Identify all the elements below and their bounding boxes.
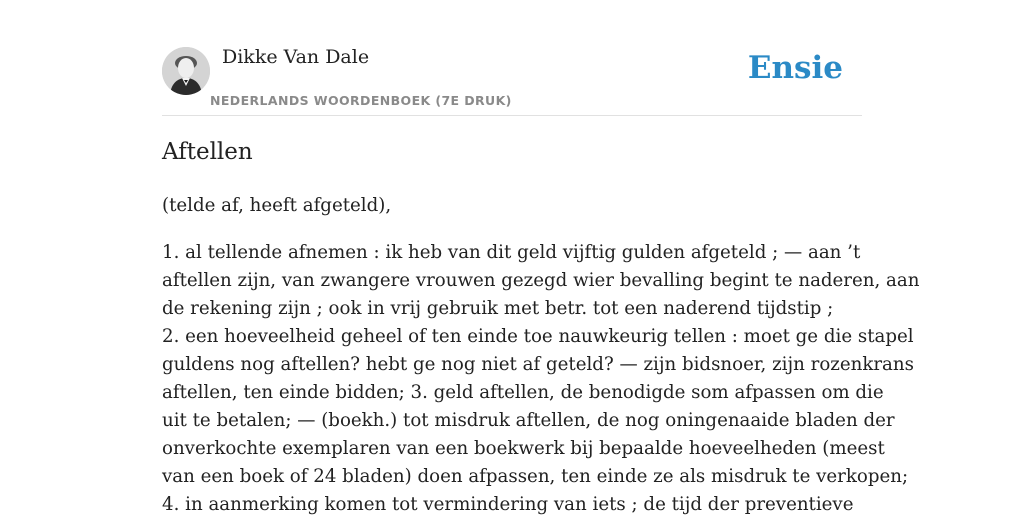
entry-definition — [162, 239, 920, 519]
definition-line: 2. een hoeveelheid geheel of ten einde toe nauwkeurig tellen : moet ge die stapel — [162, 326, 914, 347]
definition-line: 1. al tellende afnemen : ik heb van dit geld vijftig gulden afgeteld ; — aan ’t — [162, 242, 861, 263]
author-name[interactable]: Dikke Van Dale — [222, 46, 370, 68]
source-label[interactable]: NEDERLANDS WOORDENBOEK (7E DRUK) — [210, 93, 512, 108]
definition-line: aftellen, ten einde bidden; 3. geld aftellen, de benodigde som afpassen om die — [162, 382, 884, 403]
ensie-logo[interactable]: Ensie — [747, 50, 843, 86]
entry-body — [162, 192, 920, 519]
definition-line: van een boek of 24 bladen) doen afpassen, ten einde ze als misdruk te verkopen; — [162, 466, 909, 487]
definition-line: 4. in aanmerking komen tot vermindering van iets ; de tijd der preventieve — [162, 494, 854, 515]
avatar[interactable] — [162, 47, 210, 95]
entry-forms: (telde af, heeft afgeteld), — [162, 195, 392, 216]
page — [162, 0, 920, 515]
definition-line: guldens nog aftellen? hebt ge nog niet af geteld? — zijn bidsnoer, zijn rozenkrans — [162, 354, 914, 375]
header — [162, 0, 862, 116]
definition-line: de rekening zijn ; ook in vrij gebruik met betr. tot een naderend tijdstip ; — [162, 298, 834, 319]
entry-title: Aftellen — [162, 139, 253, 165]
definition-line: aftellen zijn, van zwangere vrouwen gezegd wier bevalling begint te naderen, aan — [162, 270, 920, 291]
definition-line: uit te betalen; — (boekh.) tot misdruk aftellen, de nog oningenaaide bladen der — [162, 410, 895, 431]
definition-line: onverkochte exemplaren van een boekwerk bij bepaalde hoeveelheden (meest — [162, 438, 885, 459]
portrait-icon — [162, 47, 210, 95]
